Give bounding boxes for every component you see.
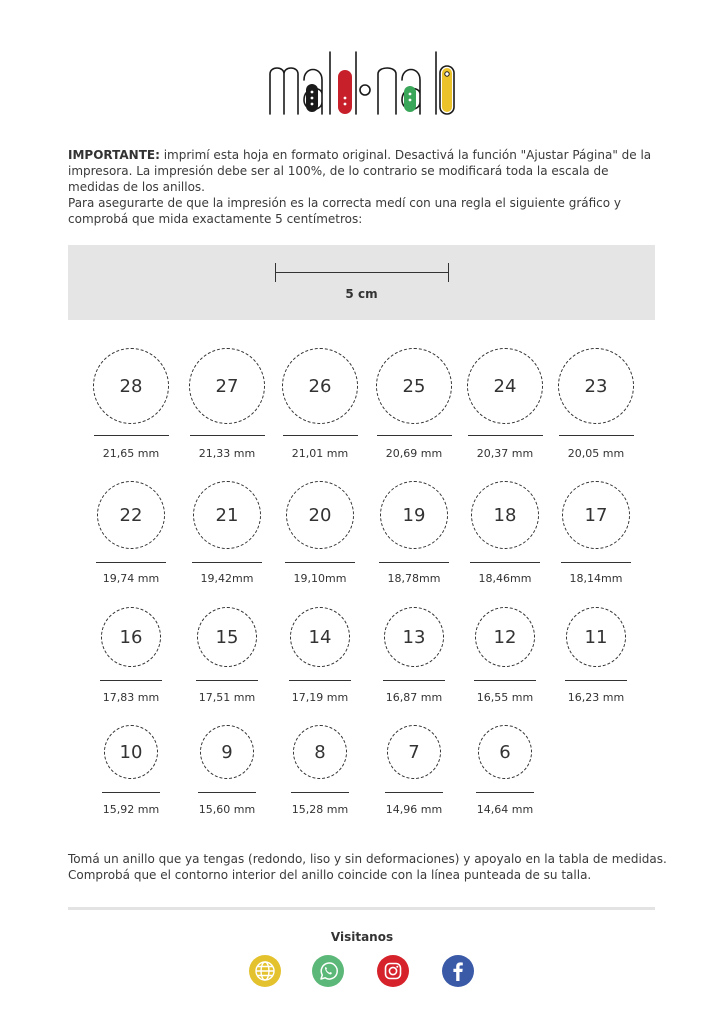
ring-circle-22: 22: [97, 481, 165, 549]
ring-circle-13: 13: [384, 607, 444, 667]
ring-circle-24: 24: [467, 348, 543, 424]
ring-diameter-label: 16,23 mm: [567, 691, 625, 704]
intro-line-1: imprimí esta hoja en formato original. Desactivá la función "Ajustar Página" de la impresora. La impresión debe ser al 100%, de lo contrario se modificará toda la escala de medidas de los anillos.: [68, 148, 652, 194]
ring-diameter-label: 17,51 mm: [198, 691, 256, 704]
ring-underline: [283, 435, 358, 436]
ring-diameter-label: 18,46mm: [478, 572, 532, 585]
ring-underline: [192, 562, 262, 563]
ring-diameter-label: 20,37 mm: [476, 447, 534, 460]
ring-circle-17: 17: [562, 481, 630, 549]
globe-icon: [249, 955, 281, 987]
ring-underline: [291, 792, 349, 793]
ring-circle-18: 18: [471, 481, 539, 549]
ring-underline: [383, 680, 445, 681]
instagram-icon: [377, 955, 409, 987]
website-link[interactable]: [249, 955, 281, 987]
ring-circle-14: 14: [290, 607, 350, 667]
ring-circle-10: 10: [104, 725, 158, 779]
ring-underline: [289, 680, 351, 681]
ring-underline: [565, 680, 627, 681]
instruction-line-1: Tomá un anillo que ya tengas (redondo, liso y sin deformaciones) y apoyalo en la tabla de medidas.: [68, 852, 667, 866]
ring-underline: [96, 562, 166, 563]
ring-diameter-label: 19,10mm: [293, 572, 347, 585]
ring-circle-19: 19: [380, 481, 448, 549]
ring-diameter-label: 15,28 mm: [291, 803, 349, 816]
ring-underline: [385, 792, 443, 793]
ruler-line: [275, 272, 448, 273]
intro-text: [68, 147, 660, 227]
ruler-tick-right: [448, 263, 449, 282]
whatsapp-icon: [312, 955, 344, 987]
ring-underline: [379, 562, 449, 563]
ring-circle-21: 21: [193, 481, 261, 549]
ring-diameter-label: 14,64 mm: [476, 803, 534, 816]
ring-circle-11: 11: [566, 607, 626, 667]
ring-underline: [190, 435, 265, 436]
ring-diameter-label: 18,78mm: [387, 572, 441, 585]
ring-underline: [100, 680, 162, 681]
ruler-label: 5 cm: [345, 287, 378, 301]
ring-circle-8: 8: [293, 725, 347, 779]
ring-diameter-label: 15,60 mm: [198, 803, 256, 816]
ring-diameter-label: 17,19 mm: [291, 691, 349, 704]
ring-diameter-label: 21,65 mm: [102, 447, 160, 460]
ring-underline: [474, 680, 536, 681]
ring-underline: [468, 435, 543, 436]
ring-circle-20: 20: [286, 481, 354, 549]
ring-diameter-label: 20,69 mm: [385, 447, 443, 460]
ring-underline: [561, 562, 631, 563]
ring-circle-7: 7: [387, 725, 441, 779]
ring-underline: [94, 435, 169, 436]
whatsapp-link[interactable]: [312, 955, 344, 987]
ring-diameter-label: 16,87 mm: [385, 691, 443, 704]
ring-underline: [377, 435, 452, 436]
ring-diameter-label: 17,83 mm: [102, 691, 160, 704]
instruction-line-2: Comprobá que el contorno interior del anillo coincide con la línea punteada de su talla.: [68, 868, 592, 882]
intro-line-2: Para asegurarte de que la impresión es la correcta medí con una regla el siguiente gráfico y comprobá que mida exactamente 5 centímetros:: [68, 196, 622, 226]
ring-underline: [470, 562, 540, 563]
ring-circle-27: 27: [189, 348, 265, 424]
ring-diameter-label: 20,05 mm: [567, 447, 625, 460]
ring-circle-15: 15: [197, 607, 257, 667]
ring-diameter-label: 14,96 mm: [385, 803, 443, 816]
ring-circle-6: 6: [478, 725, 532, 779]
ring-underline: [285, 562, 355, 563]
ring-diameter-label: 16,55 mm: [476, 691, 534, 704]
ring-underline: [559, 435, 634, 436]
ring-diameter-label: 15,92 mm: [102, 803, 160, 816]
instagram-link[interactable]: [377, 955, 409, 987]
ring-diameter-label: 18,14mm: [569, 572, 623, 585]
ring-diameter-label: 21,01 mm: [291, 447, 349, 460]
ring-circle-26: 26: [282, 348, 358, 424]
ring-circle-25: 25: [376, 348, 452, 424]
ring-diameter-label: 19,74 mm: [102, 572, 160, 585]
facebook-link[interactable]: [442, 955, 474, 987]
ring-diameter-label: 19,42mm: [200, 572, 254, 585]
facebook-icon: [442, 955, 474, 987]
footer-divider: [68, 907, 655, 910]
ring-diameter-label: 21,33 mm: [198, 447, 256, 460]
ring-underline: [196, 680, 258, 681]
ring-underline: [102, 792, 160, 793]
ring-circle-9: 9: [200, 725, 254, 779]
ring-underline: [476, 792, 534, 793]
visit-label: Visitanos: [330, 930, 394, 944]
instructions-text: [68, 851, 668, 883]
ring-underline: [198, 792, 256, 793]
ring-circle-16: 16: [101, 607, 161, 667]
ring-circle-23: 23: [558, 348, 634, 424]
brand-logo: [268, 50, 458, 116]
important-label: IMPORTANTE:: [68, 148, 160, 162]
ring-circle-28: 28: [93, 348, 169, 424]
ruler-box: [68, 245, 655, 320]
ring-circle-12: 12: [475, 607, 535, 667]
